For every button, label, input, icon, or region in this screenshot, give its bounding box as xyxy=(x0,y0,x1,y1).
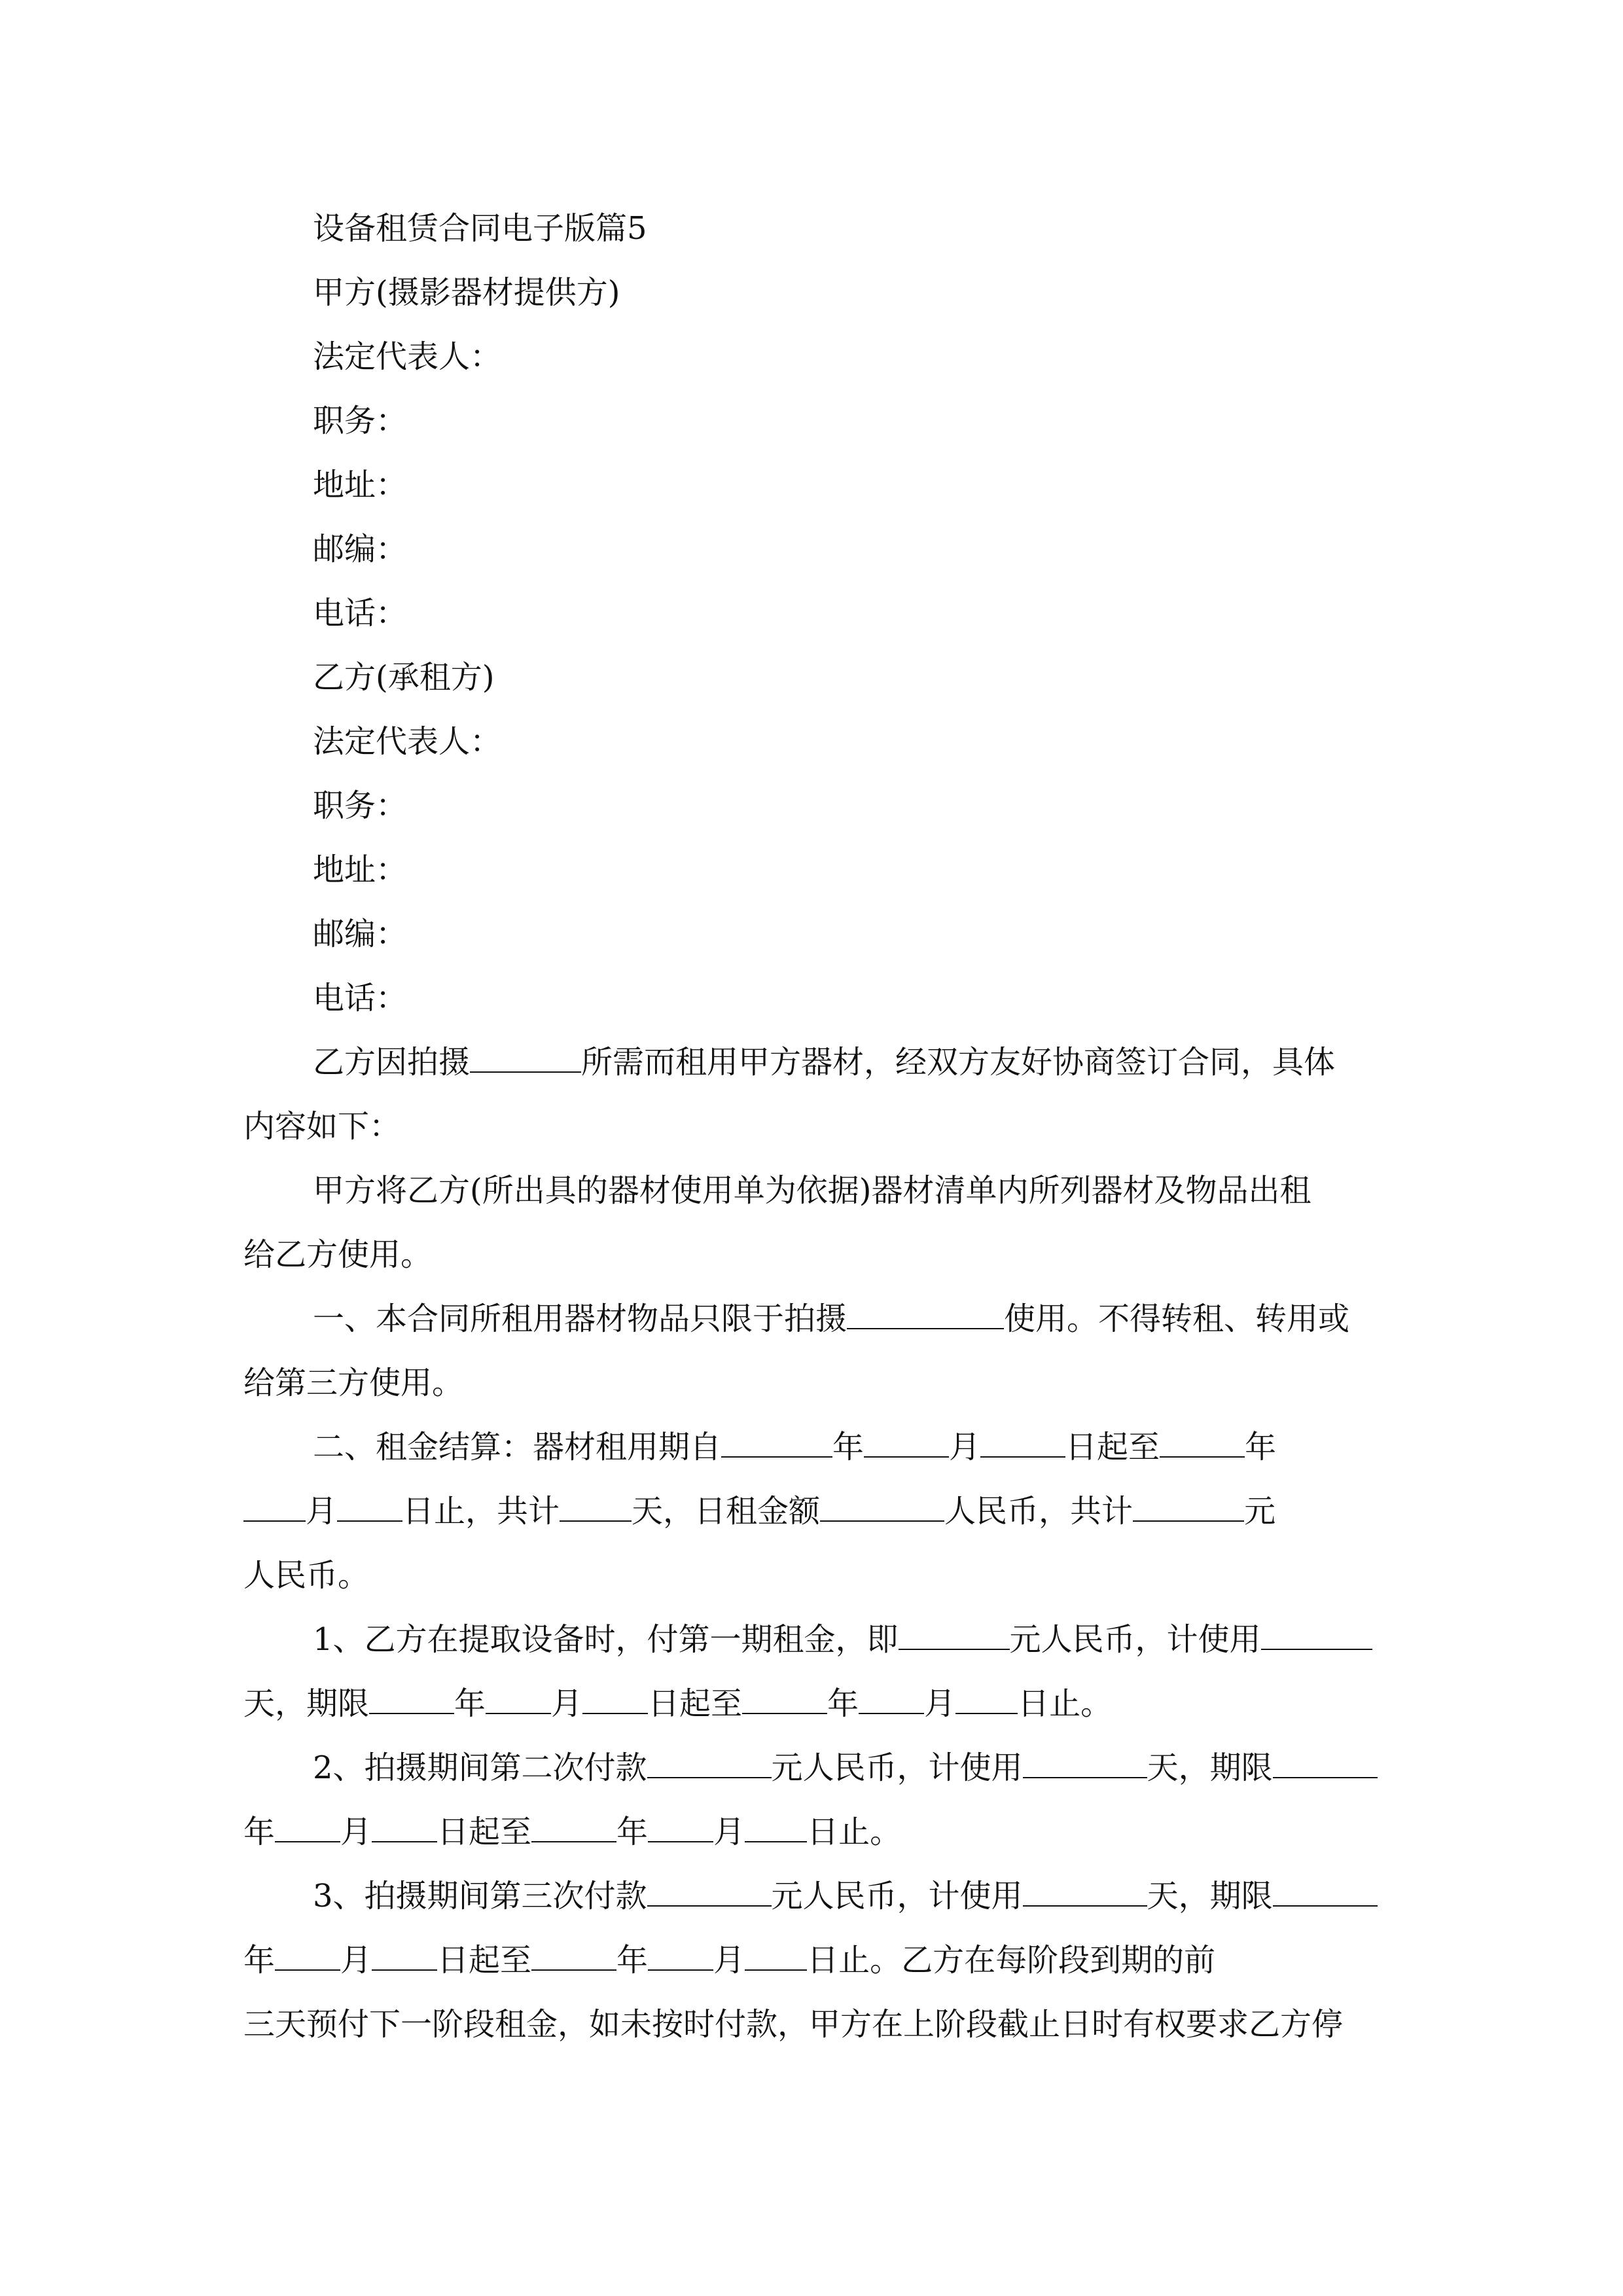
fill-blank xyxy=(275,1807,340,1842)
fill-blank xyxy=(648,1935,713,1971)
clause-text: 日起至 xyxy=(1065,1429,1160,1465)
payment-text: 年 xyxy=(243,1942,276,1979)
clause-text: 人民币，共计 xyxy=(944,1493,1133,1530)
payment-text: 月 xyxy=(340,1942,372,1979)
clause-text: 年 xyxy=(1245,1429,1277,1465)
fill-blank xyxy=(1023,1871,1147,1907)
payment-text: 日起至 xyxy=(648,1685,743,1722)
payment-text: 日止。 xyxy=(807,1814,902,1850)
payment-text: 月 xyxy=(713,1942,745,1979)
fill-blank xyxy=(847,1294,1004,1329)
payment-text: 元人民币，计使用 xyxy=(771,1878,1023,1914)
party-a-address: 地址： xyxy=(313,467,408,503)
document-body xyxy=(243,196,1379,2056)
clause-text: 使用。不得转租、转用或 xyxy=(1004,1300,1350,1337)
fill-blank xyxy=(531,1935,616,1971)
clause-text: 年 xyxy=(832,1429,865,1465)
payment-1-line-1 xyxy=(243,1607,1379,1672)
fill-blank xyxy=(560,1486,632,1522)
payment-text: 元人民币，计使用 xyxy=(1009,1621,1261,1658)
payment-3-line-2 xyxy=(243,1928,1379,1992)
fill-blank xyxy=(486,1679,551,1714)
payment-text: 天，期限 xyxy=(1147,1878,1273,1914)
payment-text: 1、乙方在提取设备时，付第一期租金，即 xyxy=(313,1621,899,1658)
clause-2-line-2 xyxy=(243,1479,1379,1543)
fill-blank xyxy=(1133,1486,1244,1522)
payment-text: 日止。乙方在每阶段到期的前 xyxy=(807,1942,1216,1979)
intro-paragraph-line-2: 内容如下： xyxy=(243,1108,401,1145)
fill-blank xyxy=(859,1679,924,1714)
clause-1-line-2: 给第三方使用。 xyxy=(243,1365,464,1401)
clause-1-line-1 xyxy=(243,1287,1379,1351)
fill-blank xyxy=(369,1679,454,1714)
fill-blank xyxy=(275,1935,340,1971)
fill-blank xyxy=(1160,1422,1245,1458)
intro-text: 乙方因拍摄 xyxy=(313,1044,471,1081)
fill-blank xyxy=(647,1743,772,1778)
fill-blank xyxy=(742,1679,827,1714)
fill-blank xyxy=(470,1037,581,1073)
fill-blank xyxy=(1273,1743,1378,1778)
payment-1-line-2 xyxy=(243,1672,1379,1736)
payment-text: 日起至 xyxy=(437,1942,532,1979)
fill-blank xyxy=(745,1807,807,1842)
payment-text: 2、拍摄期间第二次付款 xyxy=(313,1749,647,1786)
fill-blank xyxy=(372,1807,437,1842)
fill-blank xyxy=(820,1486,944,1522)
payment-text: 天，期限 xyxy=(1147,1749,1273,1786)
party-a-heading: 甲方(摄影器材提供方) xyxy=(313,274,620,311)
fill-blank xyxy=(745,1935,807,1971)
clause-text: 月 xyxy=(949,1429,981,1465)
payment-3-line-1 xyxy=(243,1864,1379,1928)
fill-blank xyxy=(980,1422,1065,1458)
payment-text: 年 xyxy=(454,1685,486,1722)
clause-text: 二、租金结算：器材租用期自 xyxy=(313,1429,722,1465)
payment-text: 3、拍摄期间第三次付款 xyxy=(313,1878,647,1914)
fill-blank xyxy=(243,1486,306,1522)
payment-text: 月 xyxy=(924,1685,956,1722)
fill-blank xyxy=(1261,1615,1372,1650)
fill-blank xyxy=(582,1679,648,1714)
clause-text: 月 xyxy=(306,1493,338,1530)
fill-blank xyxy=(372,1935,437,1971)
party-a-legal-rep: 法定代表人： xyxy=(313,338,502,375)
clause-text: 一、本合同所租用器材物品只限于拍摄 xyxy=(313,1300,847,1337)
party-a-postcode: 邮编： xyxy=(313,531,408,567)
clause-text: 日止，共计 xyxy=(402,1493,560,1530)
party-b-legal-rep: 法定代表人： xyxy=(313,723,502,760)
payment-text: 年 xyxy=(616,1814,649,1850)
payment-text: 日起至 xyxy=(437,1814,532,1850)
rent-out-paragraph-line-2: 给乙方使用。 xyxy=(243,1236,433,1273)
payment-text: 年 xyxy=(243,1814,276,1850)
clause-text: 元 xyxy=(1244,1493,1276,1530)
clause-text: 天，日租金额 xyxy=(632,1493,821,1530)
document-title: 设备租赁合同电子版篇5 xyxy=(313,210,647,247)
payment-text: 月 xyxy=(713,1814,745,1850)
fill-blank xyxy=(648,1807,713,1842)
intro-paragraph-line-1 xyxy=(243,1030,1379,1094)
fill-blank xyxy=(955,1679,1018,1714)
rent-out-paragraph-line-1: 甲方将乙方(所出具的器材使用单为依据)器材清单内所列器材及物品出租 xyxy=(313,1172,1311,1209)
fill-blank xyxy=(721,1422,832,1458)
payment-text: 年 xyxy=(827,1685,859,1722)
payment-text: 月 xyxy=(340,1814,372,1850)
party-b-phone: 电话： xyxy=(313,980,408,1016)
payment-text: 日止。 xyxy=(1018,1685,1113,1722)
payment-text: 月 xyxy=(551,1685,583,1722)
fill-blank xyxy=(531,1807,616,1842)
fill-blank xyxy=(337,1486,402,1522)
party-b-heading: 乙方(承租方) xyxy=(313,659,495,696)
party-a-position: 职务： xyxy=(313,403,408,439)
fill-blank xyxy=(647,1871,772,1907)
party-b-address: 地址： xyxy=(313,852,408,888)
party-b-postcode: 邮编： xyxy=(313,916,408,952)
intro-text: 所需而租用甲方器材，经双方友好协商签订合同，具体 xyxy=(581,1044,1336,1081)
payment-2-line-1 xyxy=(243,1736,1379,1800)
payment-text: 年 xyxy=(616,1942,649,1979)
payment-text: 元人民币，计使用 xyxy=(771,1749,1023,1786)
fill-blank xyxy=(1023,1743,1147,1778)
party-b-position: 职务： xyxy=(313,787,408,824)
fill-blank xyxy=(1273,1871,1378,1907)
payment-2-line-2 xyxy=(243,1800,1379,1864)
party-a-phone: 电话： xyxy=(313,595,408,632)
fill-blank xyxy=(864,1422,949,1458)
payment-3-line-3: 三天预付下一阶段租金，如未按时付款，甲方在上阶段截止日时有权要求乙方停 xyxy=(243,2006,1344,2043)
payment-text: 天，期限 xyxy=(243,1685,370,1722)
fill-blank xyxy=(899,1615,1010,1650)
clause-2-line-1 xyxy=(243,1415,1379,1479)
clause-2-line-3: 人民币。 xyxy=(243,1557,370,1594)
